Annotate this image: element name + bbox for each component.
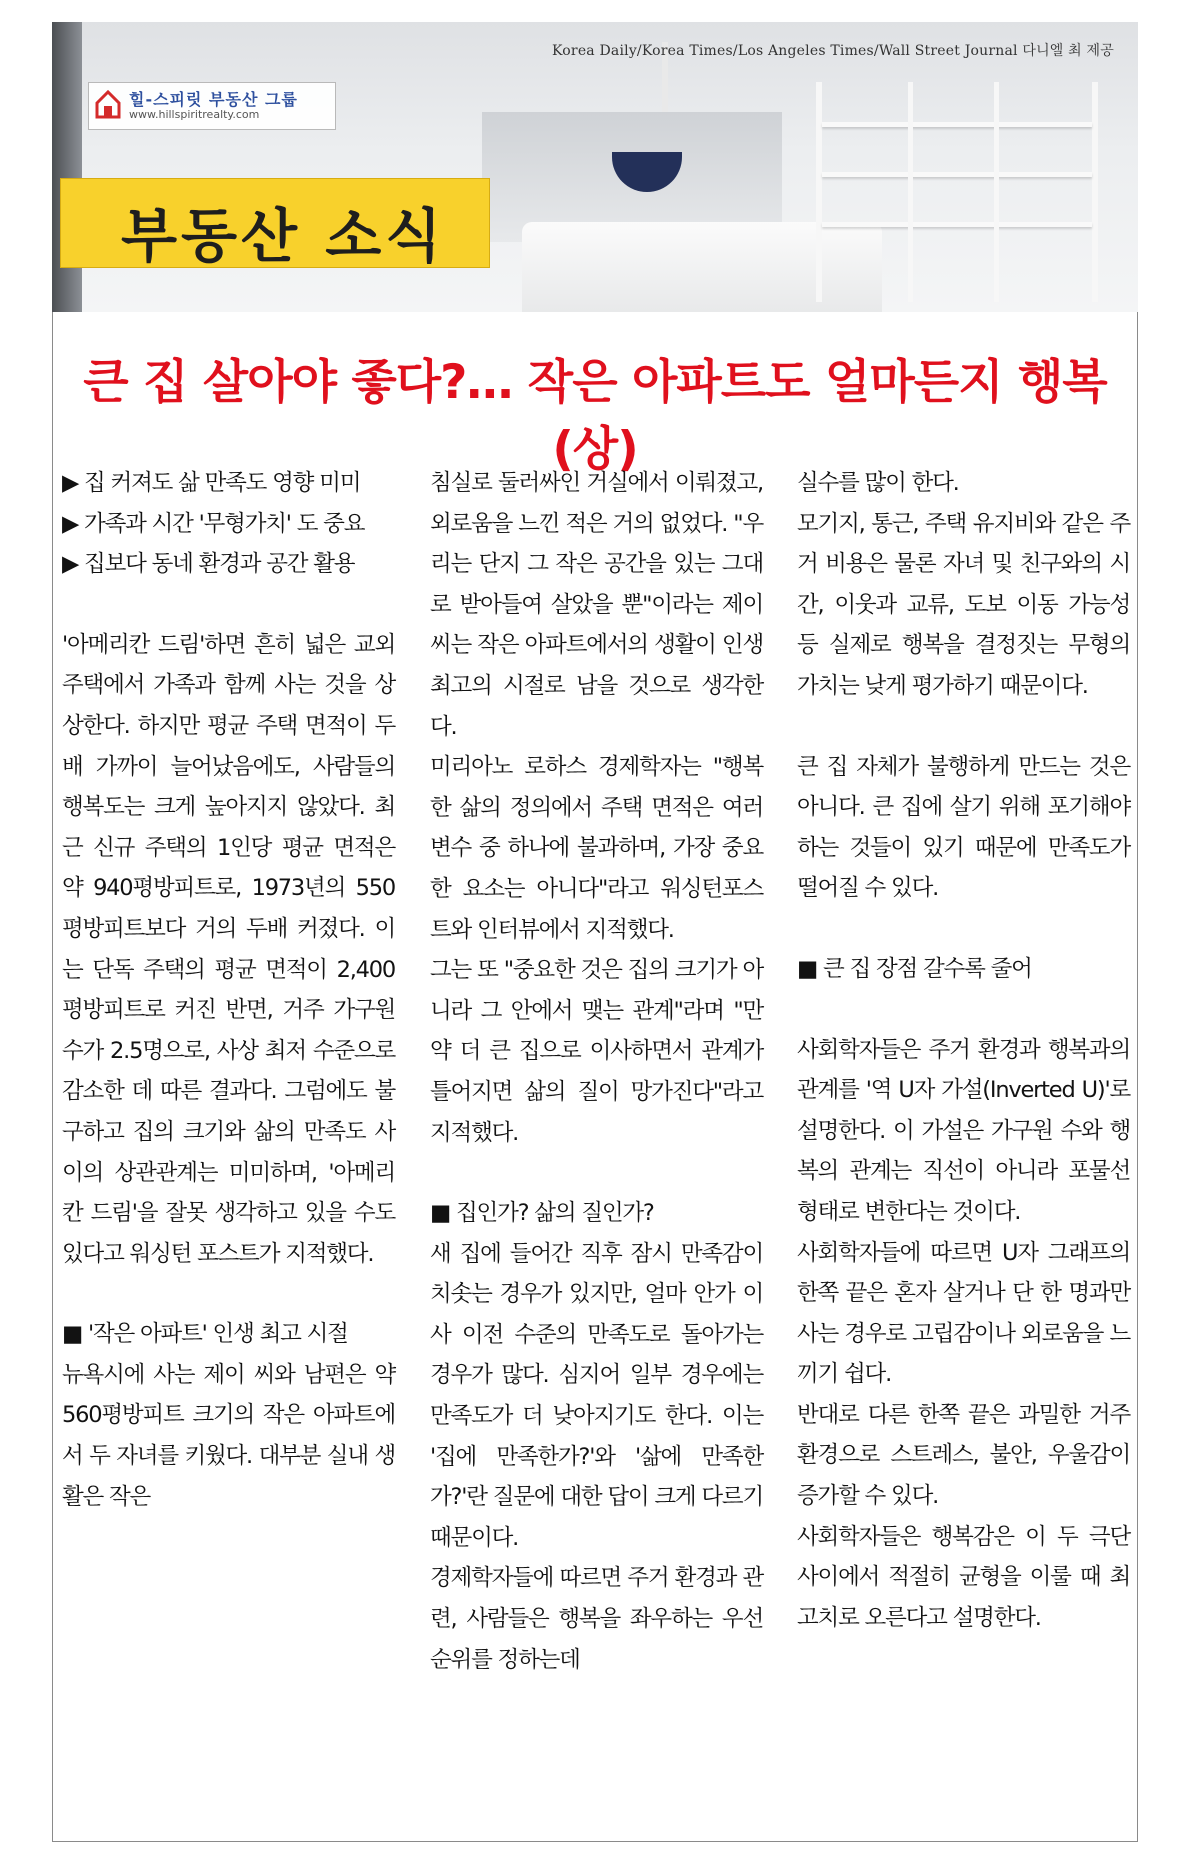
article-headline: 큰 집 살아야 좋다?… 작은 아파트도 얼마든지 행복 (상) <box>83 355 1107 477</box>
section-tag-label: 부동산 소식 <box>121 202 446 270</box>
subheading: ■ '작은 아파트' 인생 최고 시절 <box>62 1321 348 1348</box>
news-sources: Korea Daily/Korea Times/Los Angeles Times/Wall Street Journal 다니엘 최 제공 <box>552 43 1114 59</box>
article-column-1 <box>62 463 395 1517</box>
summary-point: ▶ 가족과 시간 '무형가치' 도 중요 <box>62 510 365 537</box>
body-paragraph: 반대로 다른 한쪽 끝은 과밀한 거주 환경으로 스트레스, 불안, 우울감이 증가할 수 있다. <box>797 1401 1130 1510</box>
body-paragraph: 미리아노 로하스 경제학자는 "행복한 삶의 정의에서 주택 면적은 여러 변수 중 하나에 불과하며, 가장 중요한 요소는 아니다"라고 워싱턴포스트와 인터뷰에서 지적했다. <box>430 754 763 943</box>
body-paragraph: 사회학자들은 행복감은 이 두 극단 사이에서 적절히 균형을 이룰 때 최고치로 오른다고 설명한다. <box>797 1523 1130 1631</box>
house-logo-icon <box>95 89 121 119</box>
company-logo <box>88 82 336 130</box>
logo-url: www.hillspiritrealty.com <box>129 108 260 121</box>
banner-wall <box>52 22 82 312</box>
body-paragraph: '아메리칸 드림'하면 흔히 넓은 교외 주택에서 가족과 함께 사는 것을 상상한다. 하지만 평균 주택 면적이 두 배 가까이 늘어났음에도, 사람들의 행복도는 크게 높아지지 않았다. 최근 신규 주택의 1인당 평균 면적은 약 940평방피트로, 1973년의 550평방피트보다 거의 두배 커졌다. 이는 단독 주택의 평균 면적이 2,400평방피트로 커진 반면, 거주 가구원 수가 2.5명으로, 사상 최저 수준으로 감소한 데 따른 결과다. 그럼에도 불구하고 집의 크기와 삶의 만족도 사이의 상관관계는 미미하며, '아메리칸 드림'을 잘못 생각하고 있을 수도 있다고 워싱턴 포스트가 지적했다. <box>62 631 395 1267</box>
body-paragraph: 모기지, 통근, 주택 유지비와 같은 주거 비용은 물론 자녀 및 친구와의 시간, 이웃과 교류, 도보 이동 가능성 등 실제로 행복을 결정짓는 무형의 가치는 낮게 평가하기 때문이다. <box>797 510 1130 699</box>
article-column-2 <box>430 463 763 1680</box>
body-paragraph: 뉴욕시에 사는 제이 씨와 남편은 약 560평방피트 크기의 작은 아파트에서 두 자녀를 키웠다. 대부분 실내 생활은 작은 <box>62 1361 395 1510</box>
body-paragraph: 사회학자들은 주거 환경과 행복과의 관계를 '역 U자 가설(Inverted U)'로 설명한다. 이 가설은 가구원 수와 행복의 관계는 직선이 아니라 포물선 형태로 변한다는 것이다. <box>797 1036 1130 1225</box>
header-banner <box>52 22 1138 312</box>
body-paragraph: 침실로 둘러싸인 거실에서 이뤄졌고, 외로움을 느낀 적은 거의 없었다. "우리는 단지 그 작은 공간을 있는 그대로 받아들여 살았을 뿐"이라는 제이 씨는 작은 아파트에서의 생활이 인생 최고의 시절로 남을 것으로 생각한다. <box>430 470 763 740</box>
banner-shelf <box>816 82 1098 302</box>
section-tag <box>60 178 490 268</box>
subheading: ■ 큰 집 장점 갈수록 줄어 <box>797 955 1032 982</box>
body-paragraph: 그는 또 "중요한 것은 집의 크기가 아니라 그 안에서 맺는 관계"라며 "만약 더 큰 집으로 이사하면서 관계가 틀어지면 삶의 질이 망가진다"라고 지적했다. <box>430 957 763 1146</box>
article-column-3 <box>797 463 1130 1638</box>
subheading: ■ 집인가? 삶의 질인가? <box>430 1200 654 1227</box>
body-paragraph: 경제학자들에 따르면 주거 환경과 관련, 사람들은 행복을 좌우하는 우선순위를 정하는데 <box>430 1565 763 1673</box>
body-paragraph: 큰 집 자체가 불행하게 만드는 것은 아니다. 큰 집에 살기 위해 포기해야 하는 것들이 있기 때문에 만족도가 떨어질 수 있다. <box>797 753 1130 902</box>
body-paragraph: 새 집에 들어간 직후 잠시 만족감이 치솟는 경우가 있지만, 얼마 안가 이사 이전 수준의 만족도로 돌아가는 경우가 많다. 심지어 일부 경우에는 만족도가 더 낮아지기도 한다. 이는 '집에 만족한가?'와 '삶에 만족한가?'란 질문에 대한 답이 크게 다르기 때문이다. <box>430 1240 763 1551</box>
logo-name: 힐-스피릿 부동산 그룹 <box>129 90 298 109</box>
summary-point: ▶ 집 커져도 삶 만족도 영향 미미 <box>62 470 361 496</box>
summary-point: ▶ 집보다 동네 환경과 공간 활용 <box>62 551 355 578</box>
body-paragraph: 실수를 많이 한다. <box>797 470 959 496</box>
body-paragraph: 사회학자들에 따르면 U자 그래프의 한쪽 끝은 혼자 살거나 단 한 명과만 사는 경우로 고립감이나 외로움을 느끼기 쉽다. <box>797 1239 1130 1388</box>
